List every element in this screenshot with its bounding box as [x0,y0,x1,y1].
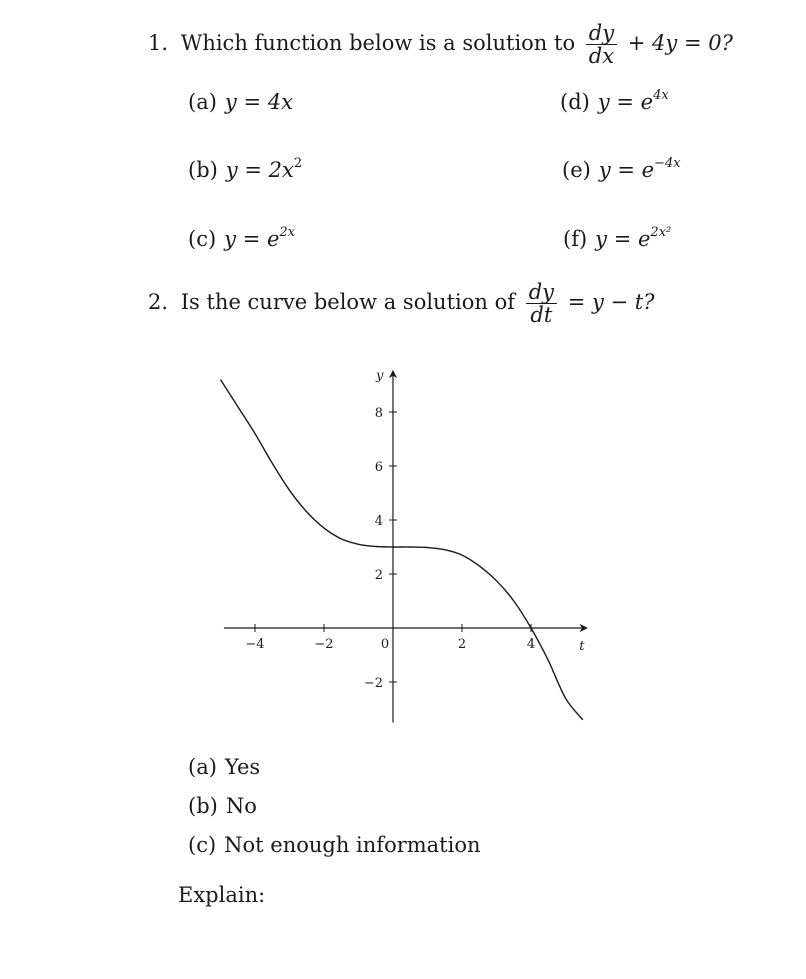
q2-choice-yes-text: Yes [224,755,261,779]
q1-option-c-expr: y = e [224,227,280,251]
question-1-prompt: Which function below is a solution to [180,31,576,56]
q1-option-c-label: (c) [188,227,217,251]
question-2-number: 2. [148,290,169,315]
q1-option-e-exponent: −4x [654,156,681,171]
y-tick-label: 4 [374,514,383,529]
q1-option-a-expr: y = 4x [224,90,293,114]
x-axis-label: t [579,639,585,654]
q1-option-f-label: (f) [563,227,588,251]
q2-choice-not-enough-info-label: (c) [188,833,217,857]
x-tick-label: −4 [245,637,265,652]
q1-option-f-exponent: 2x² [650,225,672,240]
y-tick-label: 6 [374,460,383,475]
q2-choice-yes-label: (a) [188,755,217,779]
solution-curve [221,380,583,720]
x-tick-label: 4 [526,637,536,652]
question-2-fraction-numerator: dy [528,280,554,304]
q1-option-b-label: (b) [188,158,218,182]
q1-option-d-exponent: 4x [653,88,669,103]
q1-option-e-label: (e) [562,158,591,182]
question-2-rhs: = y − t? [567,290,655,315]
y-tick-label: 8 [374,406,383,421]
q2-choice-not-enough-info[interactable] [188,833,481,857]
q1-option-c-exponent: 2x [279,225,296,240]
x-tick-label: −2 [314,637,334,652]
q1-option-b-expr: y = 2x [225,158,294,182]
question-1-fraction-denominator: dx [586,44,617,67]
question-1-rhs: + 4y = 0? [627,31,733,56]
y-axis-label: y [376,368,384,384]
explain-label: Explain: [178,883,266,907]
y-tick-label: 2 [374,568,383,583]
q1-option-f-expr: y = e [595,227,651,251]
q2-choice-yes[interactable] [188,755,260,779]
x-tick-label: 2 [457,637,467,652]
x-tick-label: 0 [380,637,390,652]
y-tick-label: −2 [363,676,383,691]
q2-choice-not-enough-info-text: Not enough information [224,833,481,857]
question-2-fraction-denominator: dt [526,303,557,326]
q1-option-d-label: (d) [560,90,590,114]
q2-choice-no-text: No [225,794,257,818]
q2-choice-no-label: (b) [188,794,218,818]
q2-choice-no[interactable] [188,794,257,818]
q1-option-b-exponent: 2 [293,156,303,171]
question-1-number: 1. [148,31,169,56]
question-1-fraction-numerator: dy [588,21,615,45]
q1-option-d-expr: y = e [597,90,654,114]
q1-option-a-label: (a) [188,90,217,114]
q1-option-e-expr: y = e [598,158,655,182]
question-2-prompt: Is the curve below a solution of [180,290,515,315]
